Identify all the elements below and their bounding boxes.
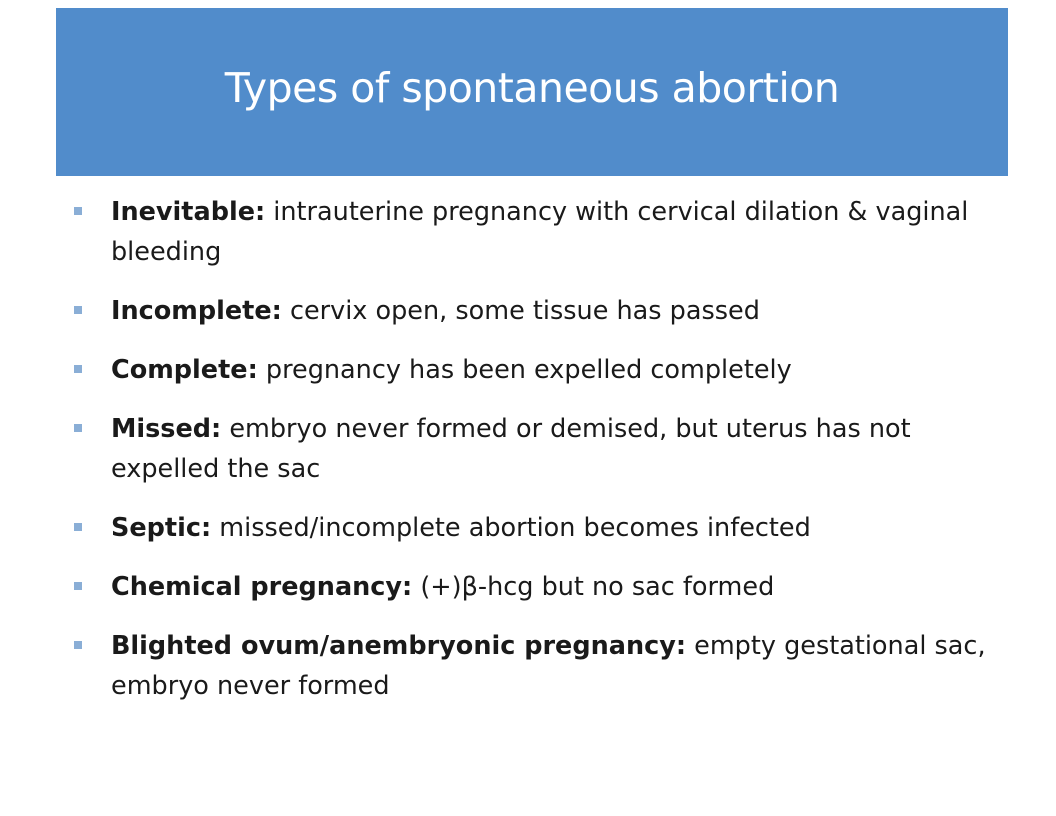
list-item xyxy=(72,291,996,331)
item-description: empty gestational sac, embryo never formed xyxy=(111,631,986,701)
list-item xyxy=(72,409,996,489)
list-item xyxy=(72,350,996,390)
square-bullet-icon xyxy=(74,523,82,531)
item-description: embryo never formed or demised, but uterus has not expelled the sac xyxy=(111,414,911,484)
item-term: Chemical pregnancy: xyxy=(111,572,413,602)
list-item xyxy=(72,192,996,272)
square-bullet-icon xyxy=(74,365,82,373)
item-description: intrauterine pregnancy with cervical dilation & vaginal bleeding xyxy=(111,197,969,267)
title-bar xyxy=(56,8,1008,176)
item-term: Inevitable: xyxy=(111,197,266,227)
list-item xyxy=(72,626,996,706)
item-description: missed/incomplete abortion becomes infected xyxy=(219,513,811,543)
square-bullet-icon xyxy=(74,641,82,649)
bullet-list xyxy=(72,192,996,725)
item-description: pregnancy has been expelled completely xyxy=(265,355,792,385)
square-bullet-icon xyxy=(74,424,82,432)
square-bullet-icon xyxy=(74,306,82,314)
slide-title: Types of spontaneous abortion xyxy=(224,64,840,112)
item-term: Missed: xyxy=(111,414,222,444)
item-term: Complete: xyxy=(111,355,258,385)
item-description: (+)β-hcg but no sac formed xyxy=(420,572,775,602)
item-term: Septic: xyxy=(111,513,212,543)
item-description: cervix open, some tissue has passed xyxy=(289,296,760,326)
square-bullet-icon xyxy=(74,582,82,590)
square-bullet-icon xyxy=(74,207,82,215)
list-item xyxy=(72,567,996,607)
item-term: Incomplete: xyxy=(111,296,282,326)
list-item xyxy=(72,508,996,548)
item-term: Blighted ovum/anembryonic pregnancy: xyxy=(111,631,687,661)
